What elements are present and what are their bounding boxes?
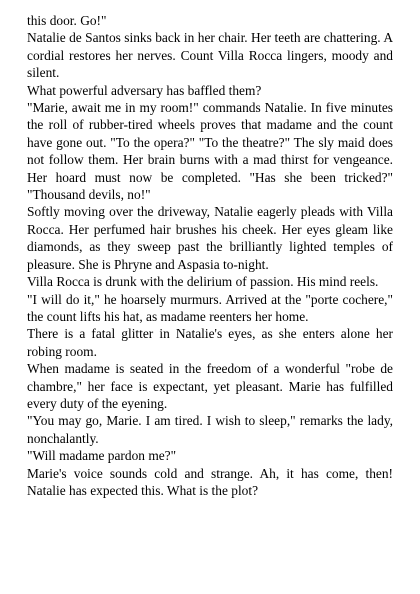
paragraph-5: Softly moving over the driveway, Natalie eagerly pleads with Villa Rocca. Her perfumed hair brushes his cheek. Her eyes gleam like diamonds, as they sweep past the brilliantly lighted temples of pleasure. She is Phryne and Aspasia to-night. (27, 204, 393, 272)
paragraph-2: Natalie de Santos sinks back in her chair. Her teeth are chattering. A cordial restores her nerves. Count Villa Rocca lingers, moody and silent. (27, 30, 393, 81)
paragraph-8: There is a fatal glitter in Natalie's eyes, as she enters alone her robing room. (27, 326, 393, 359)
paragraph-7: "I will do it," he hoarsely murmurs. Arrived at the "porte cochere," the count lifts his hat, as madame reenters her home. (27, 291, 393, 324)
paragraph-4: "Marie, await me in my room!" commands Natalie. In five minutes the roll of rubber-tired wheels proves that madame and the count have gone out. "To the opera?" "To the theatre?" The sly maid does not follow them. Her brain burns with a mad thirst for vengeance. Her hoard must now be completed. "Has she been tricked?" "Thousand devils, no!" (27, 100, 393, 203)
paragraph-11: "Will madame pardon me?" (27, 448, 177, 464)
paragraph-3: What powerful adversary has baffled them? (27, 82, 262, 98)
paragraph-6: Villa Rocca is drunk with the delirium of passion. His mind reels. (27, 274, 379, 290)
paragraph-1: this door. Go!" (27, 13, 107, 28)
paragraph-9: When madame is seated in the freedom of a wonderful "robe de chambre," her face is expectant, yet pleasant. Marie has fulfilled every duty of the eyening. (27, 361, 393, 411)
paragraph-12: Marie's voice sounds cold and strange. Ah, it has come, then! Natalie has expected this. What is the plot? (27, 465, 393, 498)
paragraph-10: "You may go, Marie. I am tired. I wish to sleep," remarks the lady, nonchalantly. (27, 413, 393, 446)
book-page (27, 12, 393, 499)
